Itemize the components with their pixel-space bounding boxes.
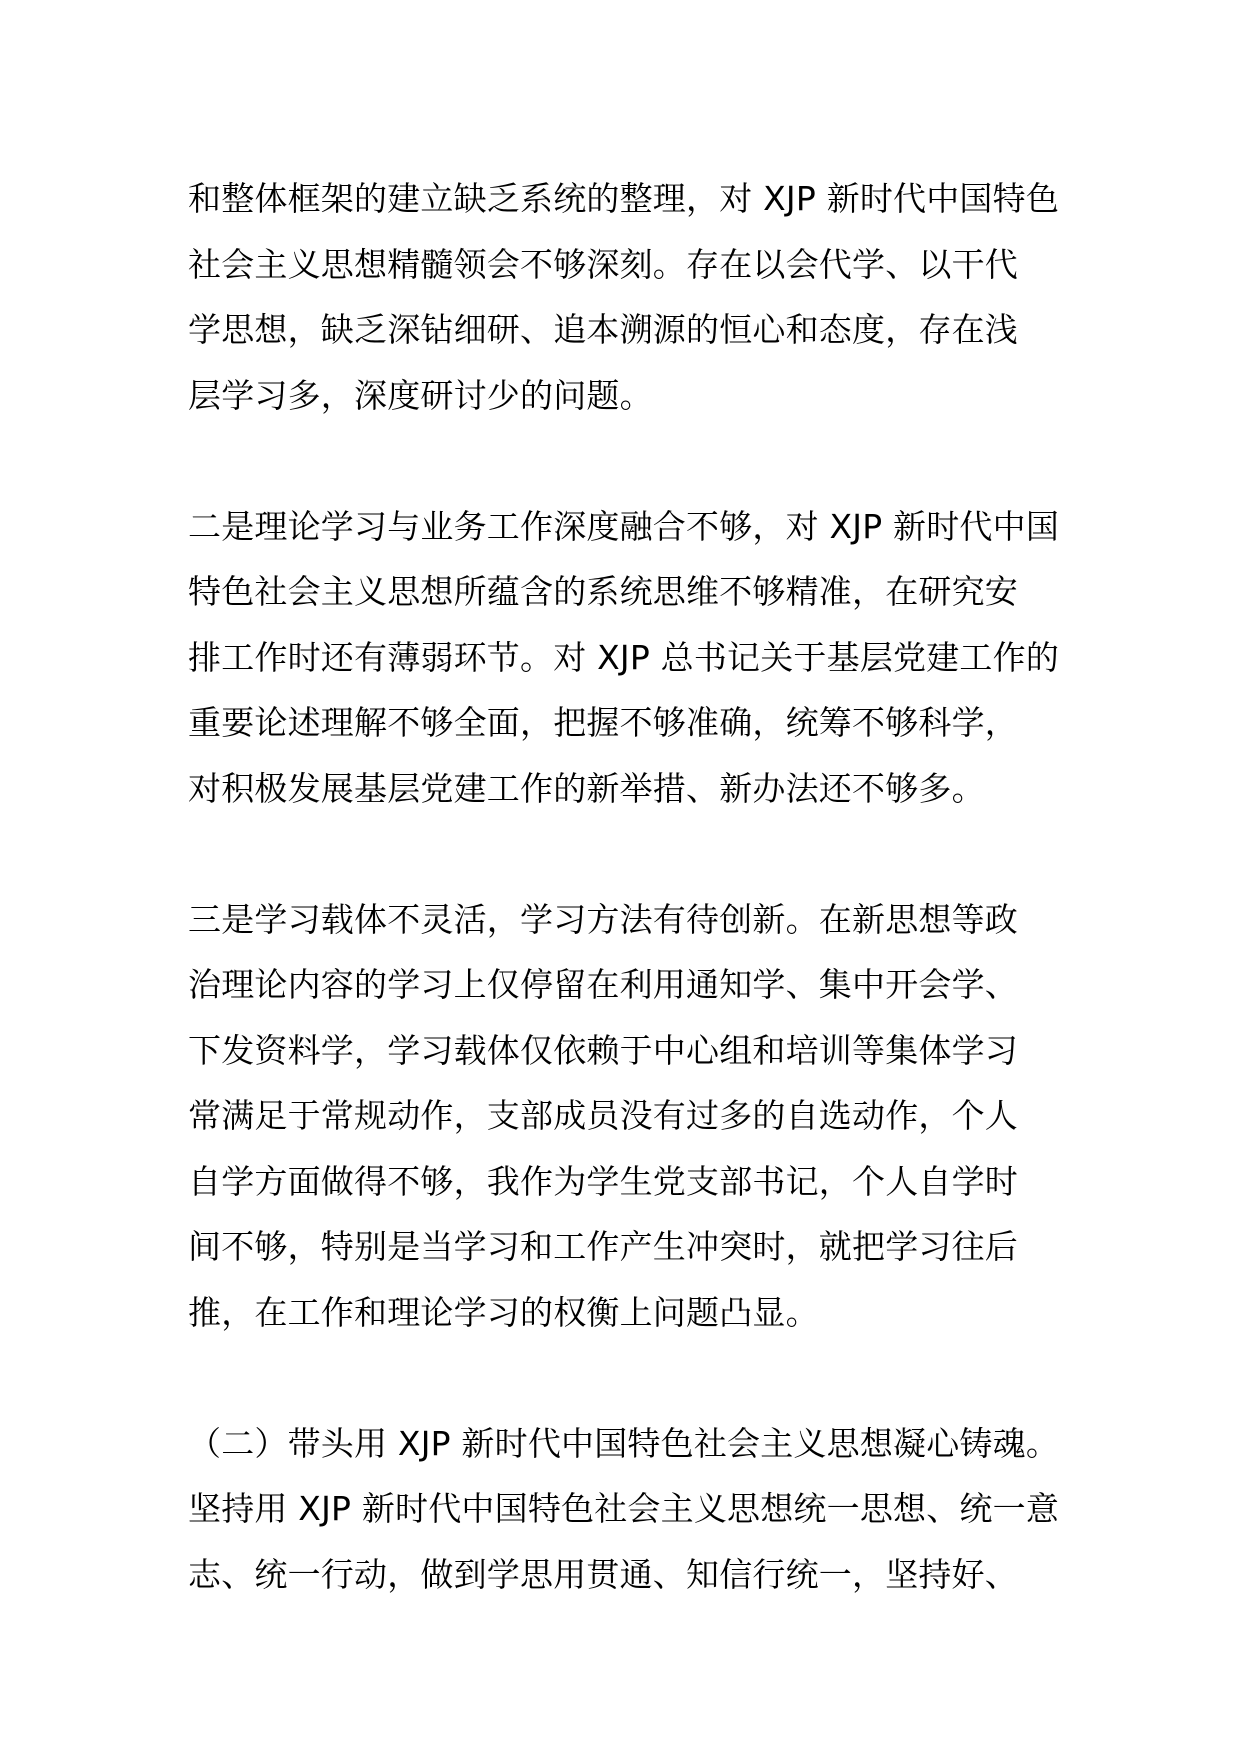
text-line: 重要论述理解不够全面，把握不够准确，统筹不够科学， xyxy=(188,703,1018,742)
paragraph-gap xyxy=(188,821,1060,887)
paragraph-1 xyxy=(188,166,1060,428)
text-line: 特色社会主义思想所蕴含的系统思维不够精准，在研究安 xyxy=(188,572,1018,611)
text-line: 治理论内容的学习上仅停留在利用通知学、集中开会学、 xyxy=(188,965,1018,1004)
text-line: 三是学习载体不灵活，学习方法有待创新。在新思想等政 xyxy=(188,899,1018,939)
text-line: （二）带头用 XJP 新时代中国特色社会主义思想凝心铸魂。 xyxy=(188,1423,1060,1463)
text-line: 坚持用 XJP 新时代中国特色社会主义思想统一思想、统一意 xyxy=(188,1489,1060,1528)
text-line: 下发资料学，学习载体仅依赖于中心组和培训等集体学习 xyxy=(188,1030,1018,1070)
text-line: 对积极发展基层党建工作的新举措、新办法还不够多。 xyxy=(188,768,985,808)
text-line: 和整体框架的建立缺乏系统的整理，对 XJP 新时代中国特色 xyxy=(188,179,1060,218)
text-line: 自学方面做得不够，我作为学生党支部书记，个人自学时 xyxy=(188,1161,1018,1201)
paragraph-2 xyxy=(188,494,1060,822)
text-line: 社会主义思想精髓领会不够深刻。存在以会代学、以干代 xyxy=(188,244,1018,284)
paragraph-gap xyxy=(188,428,1060,494)
text-line: 常满足于常规动作，支部成员没有过多的自选动作，个人 xyxy=(188,1096,1018,1135)
paragraph-3 xyxy=(188,887,1060,1346)
text-line: 排工作时还有薄弱环节。对 XJP 总书记关于基层党建工作的 xyxy=(188,637,1060,677)
paragraph-gap xyxy=(188,1345,1060,1411)
text-line: 学思想，缺乏深钻细研、追本溯源的恒心和态度，存在浅 xyxy=(188,310,1018,349)
text-line: 志、统一行动，做到学思用贯通、知信行统一，坚持好、 xyxy=(188,1554,1018,1594)
text-line: 二是理论学习与业务工作深度融合不够，对 XJP 新时代中国 xyxy=(188,506,1060,546)
paragraph-4 xyxy=(188,1411,1060,1608)
text-line: 推，在工作和理论学习的权衡上问题凸显。 xyxy=(188,1292,819,1332)
text-line: 间不够，特别是当学习和工作产生冲突时，就把学习往后 xyxy=(188,1227,1018,1266)
text-line: 层学习多，深度研讨少的问题。 xyxy=(188,375,653,415)
document-body xyxy=(188,166,1060,1607)
